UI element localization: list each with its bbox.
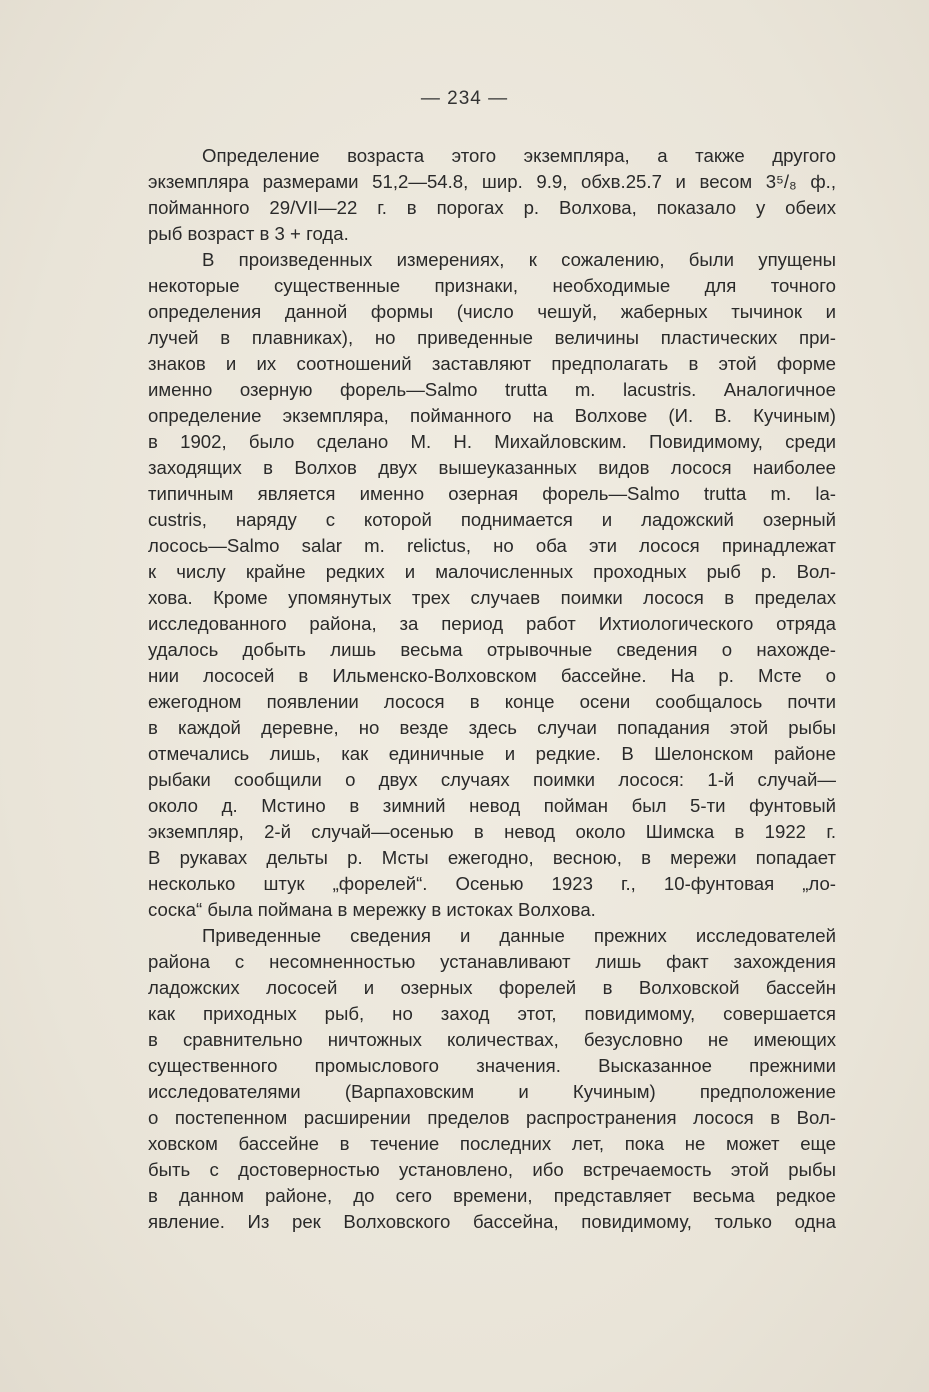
text-line: экземпляр, 2-й случай—осенью в невод около Шимска в 1922 г.: [148, 821, 836, 842]
text-line: заходящих в Волхов двух вышеуказанных видов лосося наиболее: [148, 457, 836, 478]
text-line: нии лососей в Ильменско-Волховском бассейне. На р. Мсте о: [148, 665, 836, 686]
text-line: лосось—Salmo salar m. relictus, но оба эти лосося принадлежат: [148, 535, 836, 556]
text-line: определение экземпляра, пойманного на Волхове (И. В. Кучиным): [148, 405, 836, 426]
text-line: ежегодном появлении лосося в конце осени сообщалось почти: [148, 691, 836, 712]
text-line: ховском бассейне в течение последних лет, пока не может еще: [148, 1133, 836, 1154]
text-line: ладожских лососей и озерных форелей в Волховской бассейн: [148, 977, 836, 998]
text-line: в сравнительно ничтожных количествах, безусловно не имеющих: [148, 1029, 836, 1050]
text-line: исследованного района, за период работ Ихтиологического отряда: [148, 613, 836, 634]
text-line: отмечались лишь, как единичные и редкие. В Шелонском районе: [148, 743, 836, 764]
text-line: хова. Кроме упомянутых трех случаев поимки лосося в пределах: [148, 587, 836, 608]
text-line: В произведенных измерениях, к сожалению, были упущены: [202, 249, 836, 270]
text-line: исследователями (Варпаховским и Кучиным) предположение: [148, 1081, 836, 1102]
text-line: рыб возраст в 3 + года.: [148, 223, 349, 244]
text-line: быть с достоверностью установлено, ибо встречаемость этой рыбы: [148, 1159, 836, 1180]
text-line: Определение возраста этого экземпляра, а также другого: [202, 145, 836, 166]
text-line: в каждой деревне, но везде здесь случаи попадания этой рыбы: [148, 717, 836, 738]
text-line: лучей в плавниках), но приведенные величины пластических при-: [148, 327, 836, 348]
text-line: существенного промыслового значения. Высказанное прежними: [148, 1055, 836, 1076]
text-line: рыбаки сообщили о двух случаях поимки лосося: 1-й случай—: [148, 769, 836, 790]
text-line: как приходных рыб, но заход этот, повидимому, совершается: [148, 1003, 836, 1024]
text-line: В рукавах дельты р. Мсты ежегодно, весною, в мережи попадает: [148, 847, 836, 868]
text-line: определения данной формы (число чешуй, жаберных тычинок и: [148, 301, 836, 322]
text-line: пойманного 29/VII—22 г. в порогах р. Волхова, показало у обеих: [148, 197, 836, 218]
text-line: именно озерную форель—Salmo trutta m. lacustris. Аналогичное: [148, 379, 836, 400]
page-number: — 234 —: [420, 88, 509, 109]
text-line: экземпляра размерами 51,2—54.8, шир. 9.9, обхв.25.7 и весом 3⁵/₈ ф.,: [148, 171, 836, 192]
text-line: в данном районе, до сего времени, представляет весьма редкое: [148, 1185, 836, 1206]
text-line: удалось добыть лишь весьма отрывочные сведения о нахожде-: [148, 639, 836, 660]
text-line: около д. Мстино в зимний невод пойман был 5-ти фунтовый: [148, 795, 836, 816]
text-line: некоторые существенные признаки, необходимые для точного: [148, 275, 836, 296]
text-line: Приведенные сведения и данные прежних исследователей: [202, 925, 836, 946]
text-line: явление. Из рек Волховского бассейна, повидимому, только одна: [148, 1211, 836, 1232]
text-line: в 1902, было сделано М. Н. Михайловским. Повидимому, среди: [148, 431, 836, 452]
text-line: соска“ была поймана в мережку в истоках Волхова.: [148, 899, 596, 920]
text-line: custris, наряду с которой поднимается и ладожский озерный: [148, 509, 836, 530]
text-line: несколько штук „форелей“. Осенью 1923 г., 10-фунтовая „ло-: [148, 873, 836, 894]
text-line: типичным является именно озерная форель—Salmo trutta m. la-: [148, 483, 836, 504]
text-line: знаков и их соотношений заставляют предполагать в этой форме: [148, 353, 836, 374]
text-line: района с несомненностью устанавливают лишь факт захождения: [148, 951, 836, 972]
text-line: к числу крайне редких и малочисленных проходных рыб р. Вол-: [148, 561, 836, 582]
body-text: [148, 143, 836, 1235]
text-line: о постепенном расширении пределов распространения лосося в Вол-: [148, 1107, 836, 1128]
